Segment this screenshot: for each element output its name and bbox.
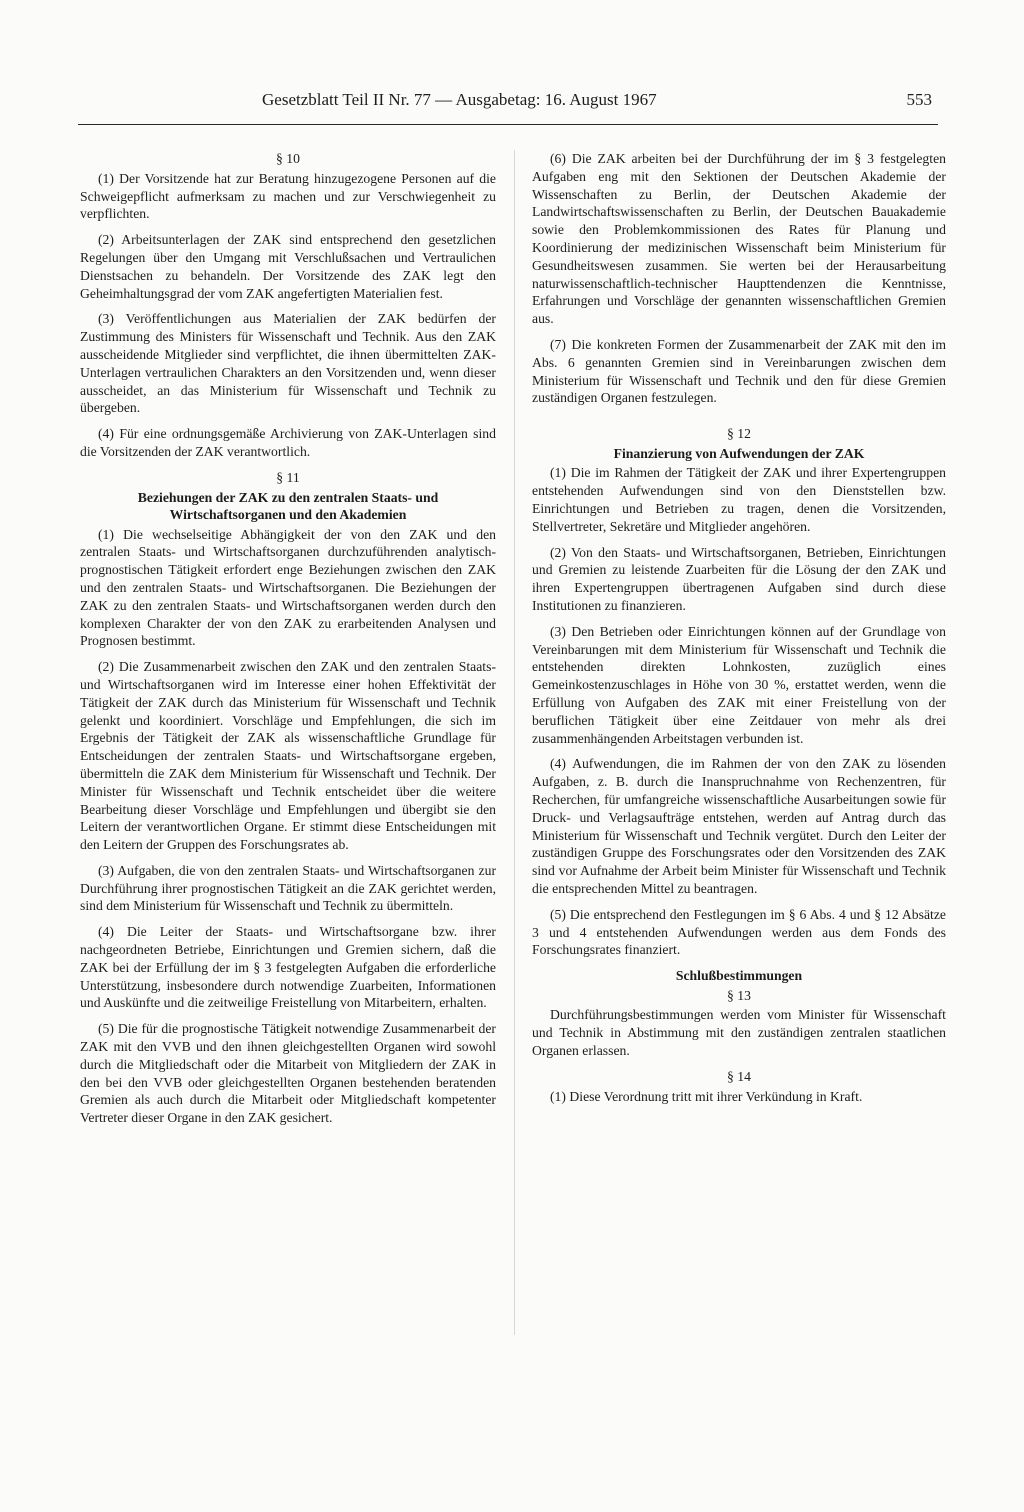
section-11-paragraph-6: (6) Die ZAK arbeiten bei der Durchführung der im § 3 festgelegten Aufgaben eng mit den Sektionen der Deutschen Akademie der Wissenschaften zu Berlin, der Deutschen Akademie der Landwirtschaftswissenschaften zu Berlin, der Deutschen Bauakademie sowie den Problemkommissionen des Rates für Planung und Koordinierung der medizinischen Wissenschaft beim Ministerium für Gesundheitswesen zusammen. Sie werten bei der Herausarbeitung naturwissenschaftlich-technischer Haupttendenzen die Kenntnisse, Erfahrungen und Vorschläge der genannten wissenschaftlichen Gremien aus. (532, 151, 946, 327)
section-12-number: § 12 (727, 426, 751, 442)
spacer (532, 415, 946, 425)
section-12-title: Finanzierung von Aufwendungen der ZAK (613, 445, 865, 461)
section-11-paragraph-5: (5) Die für die prognostische Tätigkeit notwendige Zusammenarbeit der ZAK mit den VVB und den ihnen gleichgestellten Organen wird sowohl durch die Mitgliedschaft oder die Mitarbeit von Mitgliedern der ZAK in den bei den VVB oder gleichgestellten Organen bestehenden beratenden Gremien als auch durch die Mitarbeit oder Mitgliedschaft kompetenter Vertreter dieser Organe in den ZAK gesichert. (80, 1021, 496, 1126)
section-14-paragraph: (1) Diese Verordnung tritt mit ihrer Verkündung in Kraft. (550, 1088, 863, 1104)
section-13-paragraph: Durchführungsbestimmungen werden vom Minister für Wissenschaft und Technik in Abstimmung mit den zuständigen zentralen staatlichen Organen erlassen. (532, 1007, 946, 1059)
left-column (80, 150, 496, 1135)
section-10-paragraph-4: (4) Für eine ordnungsgemäße Archivierung von ZAK-Unterlagen sind die Vorsitzenden der ZAK verantwortlich. (80, 426, 496, 459)
section-14-number: § 14 (727, 1068, 751, 1084)
page-header (78, 90, 936, 116)
section-13-number: § 13 (727, 987, 751, 1003)
section-11-paragraph-2: (2) Die Zusammenarbeit zwischen den ZAK und den zentralen Staats- und Wirtschaftsorganen wird im Interesse einer hohen Effektivität der Tätigkeit der ZAK durch das Ministerium für Wissenschaft und Technik gelenkt und koordiniert. Vorschläge und Empfehlungen, die sich im Ergebnis der Tätigkeit der ZAK als wissenschaftliche Grundlage für Entscheidungen der zentralen Staats- und Wirtschaftsorgane ergeben, übermitteln die ZAK dem Ministerium für Wissenschaft und Technik. Der Minister für Wissenschaft und Technik entscheidet über die weitere Bearbeitung dieser Vorschläge und Empfehlungen und übergibt sie den Leitern der verantwortlichen Organe. Er stimmt diese Entscheidungen mit den Leitern der Gruppen des Forschungsrates ab. (80, 659, 496, 853)
section-10-paragraph-2: (2) Arbeitsunterlagen der ZAK sind entsprechend den gesetzlichen Regelungen über den Umgang mit Verschlußsachen und Vertraulichen Dienstsachen zu behandeln. Der Vorsitzende des ZAK legt den Geheimhaltungsgrad der vom ZAK angefertigten Materialien fest. (80, 232, 496, 301)
section-11-paragraph-3: (3) Aufgaben, die von den zentralen Staats- und Wirtschaftsorganen zur Durchführung ihrer prognostischen Tätigkeit an die ZAK gerichtet werden, sind dem Ministerium für Wissenschaft und Technik zu übermitteln. (80, 862, 496, 914)
section-11-paragraph-7: (7) Die konkreten Formen der Zusammenarbeit der ZAK mit den im Abs. 6 genannten Gremien sind in Vereinbarungen zwischen dem Ministerium für Wissenschaft und Technik und den für diese Gremien zuständigen Organen festzulegen. (532, 336, 946, 406)
section-11-title: Beziehungen der ZAK zu den zentralen Staats- und Wirtschaftsorganen und den Akademien (137, 489, 439, 523)
section-11-paragraph-4: (4) Die Leiter der Staats- und Wirtschaftsorgane bzw. ihrer nachgeordneten Betriebe, Einrichtungen und Gremien sichern, daß die ZAK bei der Erfüllung der im § 3 festgelegten Aufgaben die erforderliche Unterstützung, insbesondere durch notwendige Zuarbeiten, Informationen und Auskünfte und die zeitweilige Freistellung von Mitarbeitern, erhalten. (80, 924, 496, 1011)
section-12-paragraph-3: (3) Den Betrieben oder Einrichtungen können auf der Grundlage von Vereinbarungen mit dem Ministerium für Wissenschaft und Technik die entstehenden direkten Lohnkosten, zuzüglich eines Gemeinkostenzuschlages in Höhe von 30 %, erstattet werden, wenn die Erfüllung von Aufgaben des ZAK mit einer Freistellung von der beruflichen Tätigkeit über eine Zeitdauer von mehr als drei zusammenhängenden Arbeitstagen verbunden ist. (532, 623, 946, 746)
section-12-paragraph-2: (2) Von den Staats- und Wirtschaftsorganen, Betrieben, Einrichtungen und Gremien zu leistende Zuarbeiten für die Lösung der den ZAK und ihren Expertengruppen übertragenen Aufgaben sind durch diese Institutionen zu finanzieren. (532, 544, 946, 614)
final-provisions-title: Schlußbestimmungen (675, 968, 803, 984)
page-number: 553 (906, 90, 932, 109)
section-10-paragraph-1: (1) Der Vorsitzende hat zur Beratung hinzugezogene Personen auf die Schweigepflicht aufmerksam zu machen und zur Verschwiegenheit zu verpflichten. (80, 170, 496, 222)
section-11-paragraph-1: (1) Die wechselseitige Abhängigkeit der von den ZAK und den zentralen Staats- und Wirtschaftsorganen durchzuführenden analytisch-prognostischen Tätigkeit erfordert enge Beziehungen zwischen den ZAK und den zentralen Staats- und Wirtschaftsorganen. Die Beziehungen der ZAK zu den zentralen Staats- und Wirtschaftsorganen werden durch den komplexen Charakter der von den ZAK zu erarbeitenden Analysen und Prognosen bestimmt. (80, 526, 496, 649)
section-12-paragraph-1: (1) Die im Rahmen der Tätigkeit der ZAK und ihrer Expertengruppen entstehenden Aufwendungen sind von den Dienststellen bzw. Einrichtungen und Betrieben zu tragen, denen die Vorsitzenden, Stellvertreter, Sekretäre und Mitglieder angehören. (532, 465, 946, 534)
section-11-number: § 11 (276, 469, 300, 485)
section-12-paragraph-4: (4) Aufwendungen, die im Rahmen der von den ZAK zu lösenden Aufgaben, z. B. durch die Inanspruchnahme von Rechenzentren, für Recherchen, für umfangreiche wissenschaftliche Ausarbeitungen sowie für Druck- und Verlagsaufträge entstehen, werden auf Antrag durch das Ministerium für Wissenschaft und Technik vergütet. Durch den Leiter der zuständigen Gruppe des Forschungsrates oder den Vorsitzenden des ZAK sind vor Aufnahme der Arbeit beim Minister für Wissenschaft und Technik die entsprechenden Mittel zu beantragen. (532, 756, 946, 896)
right-column (532, 150, 946, 1113)
section-12-paragraph-5: (5) Die entsprechend den Festlegungen im § 6 Abs. 4 und § 12 Absätze 3 und 4 entstehenden Aufwendungen werden aus dem Fonds des Forschungsrates finanziert. (532, 906, 946, 958)
section-10-number: § 10 (276, 151, 300, 166)
column-divider (514, 150, 515, 1335)
header-rule (78, 124, 938, 125)
section-10-paragraph-3: (3) Veröffentlichungen aus Materialien der ZAK bedürfen der Zustimmung des Ministers für Wissenschaft und Technik. Aus den ZAK ausscheidende Mitglieder sind verpflichtet, die ihnen übermittelten ZAK-Unterlagen vertraulichen Charakters an den Vorsitzenden und, wenn dieser ausscheidet, an das Ministerium für Wissenschaft und Technik zu übergeben. (80, 311, 496, 416)
header-title: Gesetzblatt Teil II Nr. 77 — Ausgabetag: 16. August 1967 (262, 90, 657, 109)
